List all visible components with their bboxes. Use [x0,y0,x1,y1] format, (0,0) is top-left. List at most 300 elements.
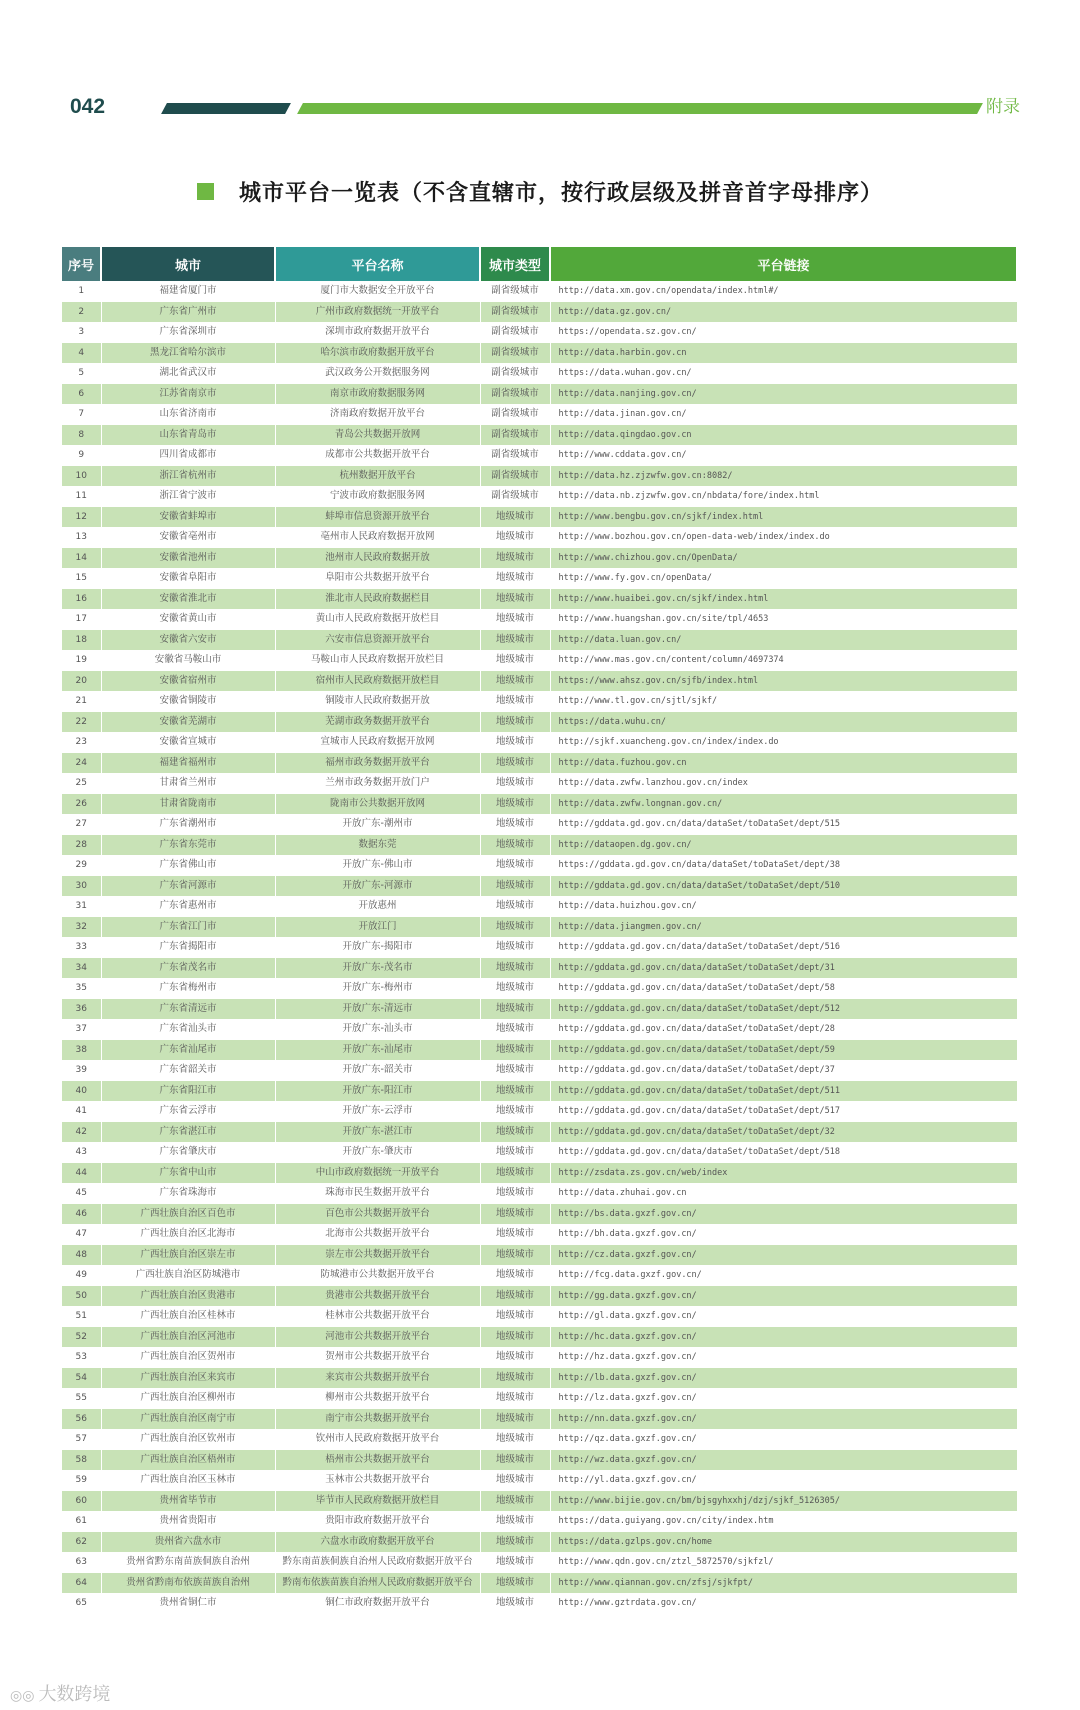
cell-link[interactable]: https://data.wuhan.gov.cn/ [550,363,1017,384]
cell-platform: 柳州市公共数据开放平台 [275,1388,480,1409]
cell-index: 11 [62,486,101,507]
cell-city-type: 地级城市 [480,507,550,528]
cell-city: 广西壮族自治区玉林市 [101,1470,275,1491]
cell-platform: 来宾市公共数据开放平台 [275,1368,480,1389]
cell-link[interactable]: http://gl.data.gxzf.gov.cn/ [550,1306,1017,1327]
cell-index: 33 [62,937,101,958]
cell-platform: 济南政府数据开放平台 [275,404,480,425]
cell-city: 广东省汕尾市 [101,1040,275,1061]
cell-platform: 毕节市人民政府数据开放栏目 [275,1491,480,1512]
cell-link[interactable]: https://gddata.gd.gov.cn/data/dataSet/toDataSet/dept/38 [550,855,1017,876]
cell-platform: 蚌埠市信息资源开放平台 [275,507,480,528]
cell-link[interactable]: http://data.zhuhai.gov.cn [550,1183,1017,1204]
cell-link[interactable]: http://data.zwfw.longnan.gov.cn/ [550,794,1017,815]
cell-city-type: 地级城市 [480,1265,550,1286]
table-row [62,281,1017,302]
cell-city: 贵州省黔东南苗族侗族自治州 [101,1552,275,1573]
cell-city: 甘肃省兰州市 [101,773,275,794]
cell-index: 47 [62,1224,101,1245]
cell-city: 广西壮族自治区崇左市 [101,1245,275,1266]
cell-platform: 百色市公共数据开放平台 [275,1204,480,1225]
cell-link[interactable]: http://zsdata.zs.gov.cn/web/index [550,1163,1017,1184]
cell-link[interactable]: http://hz.data.gxzf.gov.cn/ [550,1347,1017,1368]
cell-city: 安徽省宣城市 [101,732,275,753]
table-row [62,896,1017,917]
cell-city: 山东省青岛市 [101,425,275,446]
cell-platform: 开放广东-韶关市 [275,1060,480,1081]
cell-link[interactable]: http://data.jinan.gov.cn/ [550,404,1017,425]
cell-platform: 河池市公共数据开放平台 [275,1327,480,1348]
page-number: 042 [70,95,106,118]
cell-city-type: 地级城市 [480,609,550,630]
table-row [62,507,1017,528]
cell-city-type: 地级城市 [480,1429,550,1450]
cell-index: 45 [62,1183,101,1204]
cell-city-type: 地级城市 [480,1491,550,1512]
cell-platform: 贺州市公共数据开放平台 [275,1347,480,1368]
cell-city: 广东省湛江市 [101,1122,275,1143]
cell-city: 广西壮族自治区百色市 [101,1204,275,1225]
cell-city: 贵州省黔南布依族苗族自治州 [101,1573,275,1594]
cell-city: 安徽省宿州市 [101,671,275,692]
cell-link[interactable]: http://www.mas.gov.cn/content/column/4697374 [550,650,1017,671]
cell-index: 52 [62,1327,101,1348]
cell-index: 57 [62,1429,101,1450]
cell-city: 福建省福州市 [101,753,275,774]
cell-platform: 铜陵市人民政府数据开放 [275,691,480,712]
table-row [62,835,1017,856]
cell-link[interactable]: http://gddata.gd.gov.cn/data/dataSet/toDataSet/dept/58 [550,978,1017,999]
cell-city: 浙江省宁波市 [101,486,275,507]
cell-link[interactable]: http://cz.data.gxzf.gov.cn/ [550,1245,1017,1266]
cell-link[interactable]: http://gddata.gd.gov.cn/data/dataSet/toDataSet/dept/510 [550,876,1017,897]
cell-city: 贵州省六盘水市 [101,1532,275,1553]
cell-city-type: 地级城市 [480,1573,550,1594]
cell-link[interactable]: http://hc.data.gxzf.gov.cn/ [550,1327,1017,1348]
table-row [62,1511,1017,1532]
cell-platform: 贵港市公共数据开放平台 [275,1286,480,1307]
cell-index: 24 [62,753,101,774]
cell-city-type: 地级城市 [480,999,550,1020]
table-row [62,1040,1017,1061]
cell-link[interactable]: http://data.hz.zjzwfw.gov.cn:8082/ [550,466,1017,487]
table-row [62,568,1017,589]
cell-platform: 中山市政府数据统一开放平台 [275,1163,480,1184]
cell-city: 安徽省六安市 [101,630,275,651]
cell-index: 19 [62,650,101,671]
cell-index: 23 [62,732,101,753]
cell-city: 广东省肇庆市 [101,1142,275,1163]
cell-link[interactable]: http://www.cddata.gov.cn/ [550,445,1017,466]
cell-city: 山东省济南市 [101,404,275,425]
cell-city-type: 地级城市 [480,1532,550,1553]
cell-city: 广西壮族自治区梧州市 [101,1450,275,1471]
cell-link[interactable]: https://data.wuhu.cn/ [550,712,1017,733]
cell-city: 广西壮族自治区柳州市 [101,1388,275,1409]
cell-platform: 钦州市人民政府数据开放平台 [275,1429,480,1450]
cell-platform: 珠海市民生数据开放平台 [275,1183,480,1204]
cell-platform: 北海市公共数据开放平台 [275,1224,480,1245]
col-header-city: 城市 [101,247,275,281]
cell-link[interactable]: http://gg.data.gxzf.gov.cn/ [550,1286,1017,1307]
cell-city: 安徽省淮北市 [101,589,275,610]
cell-platform: 亳州市人民政府数据开放网 [275,527,480,548]
table-row [62,999,1017,1020]
cell-city-type: 地级城市 [480,1327,550,1348]
cell-city-type: 地级城市 [480,1142,550,1163]
cell-city-type: 地级城市 [480,1552,550,1573]
cell-city-type: 副省级城市 [480,322,550,343]
cell-link[interactable]: http://www.bozhou.gov.cn/open-data-web/index/index.do [550,527,1017,548]
cell-link[interactable]: http://data.luan.gov.cn/ [550,630,1017,651]
table-row [62,876,1017,897]
cell-index: 43 [62,1142,101,1163]
cell-link[interactable]: http://www.bengbu.gov.cn/sjkf/index.html [550,507,1017,528]
cell-platform: 开放广东-湛江市 [275,1122,480,1143]
cell-city: 广西壮族自治区北海市 [101,1224,275,1245]
cell-city: 广西壮族自治区河池市 [101,1327,275,1348]
cell-link[interactable]: http://gddata.gd.gov.cn/data/dataSet/toDataSet/dept/518 [550,1142,1017,1163]
cell-link[interactable]: http://www.fy.gov.cn/openData/ [550,568,1017,589]
cell-link[interactable]: http://lz.data.gxzf.gov.cn/ [550,1388,1017,1409]
cell-city: 安徽省蚌埠市 [101,507,275,528]
table-row [62,322,1017,343]
cell-link[interactable]: http://bh.data.gxzf.gov.cn/ [550,1224,1017,1245]
cell-link[interactable]: http://www.huaibei.gov.cn/sjkf/index.html [550,589,1017,610]
cell-index: 30 [62,876,101,897]
cell-city: 江苏省南京市 [101,384,275,405]
cell-platform: 广州市政府数据统一开放平台 [275,302,480,323]
table-row [62,1368,1017,1389]
table-row [62,1573,1017,1594]
cell-link[interactable]: http://gddata.gd.gov.cn/data/dataSet/toDataSet/dept/31 [550,958,1017,979]
col-header-index: 序号 [62,247,101,281]
cell-index: 9 [62,445,101,466]
cell-index: 65 [62,1593,101,1614]
cell-platform: 崇左市公共数据开放平台 [275,1245,480,1266]
cell-city: 广东省茂名市 [101,958,275,979]
cell-index: 51 [62,1306,101,1327]
cell-city: 浙江省杭州市 [101,466,275,487]
cell-platform: 淮北市人民政府数据栏目 [275,589,480,610]
table-row [62,343,1017,364]
table-row [62,527,1017,548]
table-row [62,548,1017,569]
cell-index: 44 [62,1163,101,1184]
cell-index: 39 [62,1060,101,1081]
cell-index: 20 [62,671,101,692]
cell-city-type: 地级城市 [480,1245,550,1266]
cell-city-type: 地级城市 [480,1409,550,1430]
cell-city-type: 地级城市 [480,1101,550,1122]
cell-platform: 贵阳市政府数据开放平台 [275,1511,480,1532]
cell-city-type: 副省级城市 [480,363,550,384]
table-row [62,1060,1017,1081]
cell-link[interactable]: http://gddata.gd.gov.cn/data/dataSet/toDataSet/dept/59 [550,1040,1017,1061]
cell-city-type: 地级城市 [480,589,550,610]
table-row [62,363,1017,384]
cell-platform: 马鞍山市人民政府数据开放栏目 [275,650,480,671]
cell-link[interactable]: http://wz.data.gxzf.gov.cn/ [550,1450,1017,1471]
cell-city: 广东省中山市 [101,1163,275,1184]
cell-city-type: 地级城市 [480,794,550,815]
cell-city: 安徽省铜陵市 [101,691,275,712]
header-bar-green [297,103,983,114]
table-row [62,794,1017,815]
title-square-icon [197,183,214,200]
cell-platform: 开放广东-肇庆市 [275,1142,480,1163]
cell-city-type: 地级城市 [480,978,550,999]
cell-link[interactable]: http://dataopen.dg.gov.cn/ [550,835,1017,856]
cell-link[interactable]: http://fcg.data.gxzf.gov.cn/ [550,1265,1017,1286]
table-row [62,1142,1017,1163]
cell-city: 广东省珠海市 [101,1183,275,1204]
cell-city: 湖北省武汉市 [101,363,275,384]
table-row [62,958,1017,979]
cell-platform: 福州市政务数据开放平台 [275,753,480,774]
cell-link[interactable]: http://bs.data.gxzf.gov.cn/ [550,1204,1017,1225]
cell-city-type: 地级城市 [480,1450,550,1471]
cell-city: 广东省佛山市 [101,855,275,876]
cell-city: 广西壮族自治区桂林市 [101,1306,275,1327]
cell-city-type: 地级城市 [480,917,550,938]
table-row [62,445,1017,466]
cell-city: 广东省韶关市 [101,1060,275,1081]
cell-index: 8 [62,425,101,446]
cell-link[interactable]: http://www.qdn.gov.cn/ztzl_5872570/sjkfzl/ [550,1552,1017,1573]
cell-index: 53 [62,1347,101,1368]
table-row [62,1552,1017,1573]
cell-link[interactable]: http://www.qiannan.gov.cn/zfsj/sjkfpt/ [550,1573,1017,1594]
table-row [62,466,1017,487]
cell-link[interactable]: http://gddata.gd.gov.cn/data/dataSet/toDataSet/dept/37 [550,1060,1017,1081]
cell-link[interactable]: http://www.gztrdata.gov.cn/ [550,1593,1017,1614]
table-row [62,630,1017,651]
cell-index: 10 [62,466,101,487]
cell-index: 40 [62,1081,101,1102]
table-row [62,1347,1017,1368]
cell-city-type: 地级城市 [480,1060,550,1081]
cell-city-type: 副省级城市 [480,445,550,466]
cell-platform: 南宁市公共数据开放平台 [275,1409,480,1430]
cell-index: 54 [62,1368,101,1389]
cell-city-type: 地级城市 [480,937,550,958]
table-row [62,1101,1017,1122]
cell-link[interactable]: http://gddata.gd.gov.cn/data/dataSet/toDataSet/dept/28 [550,1019,1017,1040]
cell-city: 广东省广州市 [101,302,275,323]
cell-city: 四川省成都市 [101,445,275,466]
cell-index: 21 [62,691,101,712]
cell-city-type: 地级城市 [480,958,550,979]
table-row [62,404,1017,425]
cell-city-type: 地级城市 [480,1204,550,1225]
cell-city: 贵州省毕节市 [101,1491,275,1512]
table-row [62,1306,1017,1327]
cell-link[interactable]: http://data.nanjing.gov.cn/ [550,384,1017,405]
cell-link[interactable]: http://gddata.gd.gov.cn/data/dataSet/toDataSet/dept/516 [550,937,1017,958]
cell-link[interactable]: http://data.zwfw.lanzhou.gov.cn/index [550,773,1017,794]
cell-index: 56 [62,1409,101,1430]
cell-index: 46 [62,1204,101,1225]
cell-link[interactable]: http://gddata.gd.gov.cn/data/dataSet/toDataSet/dept/511 [550,1081,1017,1102]
cell-city: 广东省潮州市 [101,814,275,835]
cell-city: 安徽省池州市 [101,548,275,569]
cell-link[interactable]: http://nn.data.gxzf.gov.cn/ [550,1409,1017,1430]
cell-city-type: 地级城市 [480,1163,550,1184]
cell-link[interactable]: http://data.harbin.gov.cn [550,343,1017,364]
cell-link[interactable]: http://www.tl.gov.cn/sjtl/sjkf/ [550,691,1017,712]
cell-index: 5 [62,363,101,384]
cell-link[interactable]: https://opendata.sz.gov.cn/ [550,322,1017,343]
cell-link[interactable]: http://data.nb.zjzwfw.gov.cn/nbdata/fore/index.html [550,486,1017,507]
table-row [62,1245,1017,1266]
cell-link[interactable]: http://www.chizhou.gov.cn/OpenData/ [550,548,1017,569]
cell-city-type: 地级城市 [480,1511,550,1532]
cell-index: 6 [62,384,101,405]
cell-city-type: 地级城市 [480,773,550,794]
cell-index: 49 [62,1265,101,1286]
cell-index: 50 [62,1286,101,1307]
table-row [62,732,1017,753]
cell-platform: 六安市信息资源开放平台 [275,630,480,651]
col-header-platform: 平台名称 [275,247,480,281]
cell-city-type: 地级城市 [480,548,550,569]
cell-link[interactable]: https://data.gzlps.gov.cn/home [550,1532,1017,1553]
cell-platform: 哈尔滨市政府数据开放平台 [275,343,480,364]
table-row [62,773,1017,794]
cell-link[interactable]: https://data.guiyang.gov.cn/city/index.htm [550,1511,1017,1532]
cell-link[interactable]: http://gddata.gd.gov.cn/data/dataSet/toDataSet/dept/32 [550,1122,1017,1143]
cell-city: 福建省厦门市 [101,281,275,302]
cell-index: 58 [62,1450,101,1471]
cell-index: 22 [62,712,101,733]
table-row [62,1491,1017,1512]
table-row [62,1429,1017,1450]
cell-city: 广东省江门市 [101,917,275,938]
cell-city: 贵州省铜仁市 [101,1593,275,1614]
cell-platform: 防城港市公共数据开放平台 [275,1265,480,1286]
cell-platform: 玉林市公共数据开放平台 [275,1470,480,1491]
cell-index: 37 [62,1019,101,1040]
cell-index: 18 [62,630,101,651]
cell-platform: 青岛公共数据开放网 [275,425,480,446]
cell-city: 广东省惠州市 [101,896,275,917]
table-row [62,691,1017,712]
cell-platform: 开放江门 [275,917,480,938]
cell-platform: 六盘水市政府数据开放平台 [275,1532,480,1553]
cell-index: 28 [62,835,101,856]
cell-city: 广东省河源市 [101,876,275,897]
page-header [0,92,1080,132]
table-row [62,1388,1017,1409]
cell-platform: 开放广东-揭阳市 [275,937,480,958]
cell-city: 黑龙江省哈尔滨市 [101,343,275,364]
cell-city: 安徽省马鞍山市 [101,650,275,671]
cell-city-type: 副省级城市 [480,404,550,425]
table-row [62,1450,1017,1471]
cell-index: 7 [62,404,101,425]
table-title-block [0,176,1080,207]
cell-link[interactable]: http://data.fuzhou.gov.cn [550,753,1017,774]
cell-index: 64 [62,1573,101,1594]
cell-link[interactable]: http://gddata.gd.gov.cn/data/dataSet/toDataSet/dept/515 [550,814,1017,835]
cell-link[interactable]: http://yl.data.gxzf.gov.cn/ [550,1470,1017,1491]
cell-index: 3 [62,322,101,343]
cell-link[interactable]: http://data.qingdao.gov.cn [550,425,1017,446]
col-header-city-type: 城市类型 [480,247,550,281]
cell-link[interactable]: http://www.bijie.gov.cn/bm/bjsgyhxxhj/dzj/sjkf_5126305/ [550,1491,1017,1512]
cell-index: 13 [62,527,101,548]
cell-city-type: 副省级城市 [480,486,550,507]
table-row [62,1532,1017,1553]
cell-city-type: 地级城市 [480,1081,550,1102]
cell-city: 广西壮族自治区贵港市 [101,1286,275,1307]
cell-city: 广东省汕头市 [101,1019,275,1040]
cell-link[interactable]: http://www.huangshan.gov.cn/site/tpl/4653 [550,609,1017,630]
cell-city-type: 副省级城市 [480,425,550,446]
cell-platform: 宁波市政府数据服务网 [275,486,480,507]
cell-platform: 黔南布依族苗族自治州人民政府数据开放平台 [275,1573,480,1594]
cell-city: 广西壮族自治区来宾市 [101,1368,275,1389]
table-row [62,1163,1017,1184]
cell-city: 安徽省黄山市 [101,609,275,630]
cell-index: 38 [62,1040,101,1061]
cell-link[interactable]: http://gddata.gd.gov.cn/data/dataSet/toDataSet/dept/512 [550,999,1017,1020]
cell-city: 广东省深圳市 [101,322,275,343]
cell-city-type: 地级城市 [480,1388,550,1409]
cell-city: 广东省阳江市 [101,1081,275,1102]
cell-link[interactable]: http://lb.data.gxzf.gov.cn/ [550,1368,1017,1389]
table-title: 城市平台一览表（不含直辖市，按行政层级及拼音首字母排序） [239,181,884,206]
cell-index: 1 [62,281,101,302]
cell-index: 32 [62,917,101,938]
cell-platform: 开放广东-潮州市 [275,814,480,835]
cell-city-type: 地级城市 [480,876,550,897]
cell-platform: 深圳市政府数据开放平台 [275,322,480,343]
cell-link[interactable]: http://gddata.gd.gov.cn/data/dataSet/toDataSet/dept/517 [550,1101,1017,1122]
cell-index: 26 [62,794,101,815]
cell-index: 61 [62,1511,101,1532]
cell-city-type: 地级城市 [480,814,550,835]
cell-city-type: 地级城市 [480,1368,550,1389]
cell-link[interactable]: http://data.jiangmen.gov.cn/ [550,917,1017,938]
cell-city-type: 地级城市 [480,1593,550,1614]
cell-index: 2 [62,302,101,323]
cell-link[interactable]: http://qz.data.gxzf.gov.cn/ [550,1429,1017,1450]
section-label: 附录 [986,97,1020,117]
cell-link[interactable]: http://data.gz.gov.cn/ [550,302,1017,323]
cell-link[interactable]: https://www.ahsz.gov.cn/sjfb/index.html [550,671,1017,692]
cell-city: 安徽省芜湖市 [101,712,275,733]
cell-index: 12 [62,507,101,528]
cell-index: 41 [62,1101,101,1122]
table-row [62,855,1017,876]
cell-link[interactable]: http://sjkf.xuancheng.gov.cn/index/index.do [550,732,1017,753]
watermark-logo-icon: ◎◎ [10,1688,35,1704]
table-header-row [62,247,1017,281]
cell-platform: 开放广东-佛山市 [275,855,480,876]
cell-platform: 黄山市人民政府数据开放栏目 [275,609,480,630]
cell-link[interactable]: http://data.huizhou.gov.cn/ [550,896,1017,917]
cell-city: 广西壮族自治区防城港市 [101,1265,275,1286]
cell-index: 48 [62,1245,101,1266]
cell-index: 17 [62,609,101,630]
table-row [62,589,1017,610]
cell-index: 36 [62,999,101,1020]
cell-link[interactable]: http://data.xm.gov.cn/opendata/index.html#/ [550,281,1017,302]
cell-city: 安徽省亳州市 [101,527,275,548]
cell-index: 31 [62,896,101,917]
